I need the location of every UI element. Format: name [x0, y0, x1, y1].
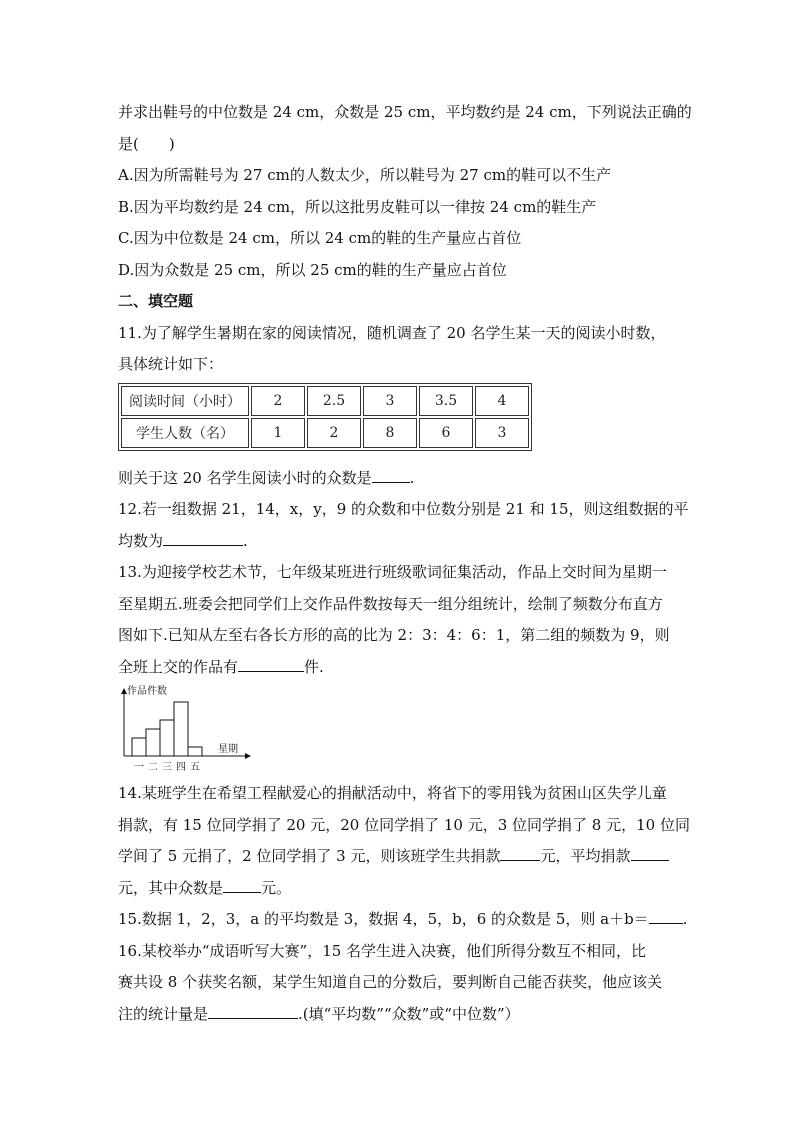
- table-cell: 8: [363, 418, 417, 448]
- question-13-line-1: [118, 562, 667, 582]
- q15-text: 15.数据 1，2，3，a 的平均数是 3，数据 4，5，b，6 的众数是 5，则 a＋b＝: [118, 910, 649, 928]
- q11-text-1: 11.为了解学生暑期在家的阅读情况，随机调查了 20 名学生某一天的阅读小时数，: [118, 324, 666, 342]
- table-cell: 1: [251, 418, 305, 448]
- q14-text-4a: 元，其中众数是: [118, 879, 224, 897]
- table-cell: 4: [475, 386, 529, 416]
- q10-text-1: 并求出鞋号的中位数是 24 cm，众数是 25 cm，平均数约是 24 cm，下列说法正确的: [118, 103, 692, 121]
- answer-blank[interactable]: [631, 846, 669, 861]
- bar-1: [132, 738, 146, 756]
- answer-blank[interactable]: [163, 531, 243, 546]
- section-heading-text: 二、填空题: [118, 292, 194, 310]
- x-tick-label: 一: [134, 762, 144, 773]
- q13-text-2: 至星期五.班委会把同学们上交作品件数按每天一组分组统计，绘制了频数分布直方: [118, 595, 663, 613]
- q14-text-4b: 元。: [261, 879, 292, 897]
- bar-4: [174, 702, 188, 756]
- q13-text-3: 图如下.已知从左至右各长方形的高的比为 2：3：4：6：1，第二组的频数为 9，则: [118, 626, 670, 644]
- question-10-line-1: [118, 102, 692, 122]
- table-cell: 2: [251, 386, 305, 416]
- question-12-line-1: [118, 499, 689, 519]
- question-14-line-4: [118, 878, 291, 898]
- q12-text-1: 12.若一组数据 21，14，x，y，9 的众数和中位数分别是 21 和 15，则这组数据的平: [118, 500, 689, 518]
- x-tick-label: 四: [176, 762, 186, 773]
- option-d-text: D.因为众数是 25 cm，所以 25 cm的鞋的生产量应占首位: [118, 261, 507, 279]
- y-axis-label: 作品件数: [127, 686, 167, 697]
- q10-text-2: 是( ): [118, 135, 175, 153]
- x-tick-label: 二: [148, 762, 158, 773]
- x-tick-label: 五: [190, 762, 200, 773]
- tick-labels-group: [134, 761, 200, 773]
- q11-text-2: 具体统计如下：: [118, 355, 224, 373]
- question-13-line-4: [118, 657, 324, 677]
- table-row: [121, 386, 529, 416]
- question-11-line-2: [118, 354, 223, 374]
- table-header-cell: 学生人数（名）: [121, 418, 249, 448]
- option-c: [118, 228, 521, 248]
- q16-text-1: 16.某校举办“成语听写大赛”，15 名学生进入决赛，他们所得分数互不相同，比: [118, 942, 647, 960]
- answer-blank[interactable]: [238, 657, 304, 672]
- q14-text-3a: 学间了 5 元捐了，2 位同学捐了 3 元，则该班学生共捐款: [118, 847, 501, 865]
- option-b-text: B.因为平均数约是 24 cm，所以这批男皮鞋可以一律按 24 cm的鞋生产: [118, 198, 597, 216]
- question-13-line-2: [118, 594, 663, 614]
- option-a-text: A.因为所需鞋号为 27 cm的人数太少，所以鞋号为 27 cm的鞋可以不生产: [118, 166, 612, 184]
- question-14-line-3: [118, 846, 669, 866]
- question-13-line-3: [118, 625, 670, 645]
- table-cell: 3: [475, 418, 529, 448]
- table-header-cell: 阅读时间（小时）: [121, 386, 249, 416]
- table-cell: 6: [419, 418, 473, 448]
- table-cell: 2.5: [307, 386, 361, 416]
- question-14-line-2: [118, 815, 690, 835]
- q11-text-3: 则关于这 20 名学生阅读小时的众数是: [118, 469, 372, 487]
- answer-blank[interactable]: [223, 878, 261, 893]
- option-d: [118, 260, 507, 280]
- reading-stats-table: [118, 383, 532, 451]
- bars-group: [132, 702, 202, 756]
- table-cell: 2: [307, 418, 361, 448]
- x-axis-label: 星期: [218, 744, 238, 755]
- answer-blank[interactable]: [208, 1004, 298, 1019]
- q16-text-3b: .(填“平均数”“众数”或“中位数”）: [298, 1005, 520, 1023]
- histogram-chart: [118, 684, 258, 776]
- question-12-line-2: 均数为 .: [118, 532, 248, 550]
- option-a: [118, 165, 611, 185]
- answer-blank[interactable]: [649, 909, 683, 924]
- table-row: [121, 418, 529, 448]
- question-16-line-1: [118, 941, 646, 961]
- q13-text-4a: 全班上交的作品有: [118, 658, 239, 676]
- q13-text-4b: 件.: [304, 658, 324, 676]
- q14-text-1: 14.某班学生在希望工程献爱心的捐献活动中，将省下的零用钱为贫困山区失学儿童: [118, 784, 667, 802]
- question-10-line-2: [118, 134, 175, 154]
- question-16-line-2: [118, 972, 662, 992]
- x-tick-label: 三: [162, 762, 172, 773]
- question-16-line-3: [118, 1004, 520, 1024]
- answer-blank[interactable]: [500, 846, 540, 861]
- q14-text-2: 捐款，有 15 位同学捐了 20 元，20 位同学捐了 10 元，3 位同学捐了 8 元，10 位同: [118, 816, 690, 834]
- question-14-line-1: [118, 783, 667, 803]
- q13-text-1: 13.为迎接学校艺术节，七年级某班进行班级歌词征集活动，作品上交时间为星期一: [118, 563, 667, 581]
- table-cell: 3: [363, 386, 417, 416]
- q12-text-2: 均数为: [118, 532, 164, 550]
- section-heading: [118, 291, 193, 311]
- q14-text-3b: 元，平均捐款: [540, 847, 631, 865]
- option-c-text: C.因为中位数是 24 cm，所以 24 cm的鞋的生产量应占首位: [118, 229, 522, 247]
- option-b: [118, 197, 596, 217]
- bar-5: [188, 747, 202, 756]
- question-11-line-1: [118, 323, 665, 343]
- q16-text-2: 赛共设 8 个获奖名额，某学生知道自己的分数后，要判断自己能否获奖，他应该关: [118, 973, 663, 991]
- answer-blank[interactable]: [372, 468, 410, 483]
- table-cell: 3.5: [419, 386, 473, 416]
- q16-text-3a: 注的统计量是: [118, 1005, 209, 1023]
- bar-2: [146, 729, 160, 756]
- question-11-line-3: 则关于这 20 名学生阅读小时的众数是 .: [118, 469, 415, 487]
- bar-3: [160, 720, 174, 756]
- question-15: 15.数据 1，2，3，a 的平均数是 3，数据 4，5，b，6 的众数是 5，则 a＋b＝ .: [118, 910, 688, 928]
